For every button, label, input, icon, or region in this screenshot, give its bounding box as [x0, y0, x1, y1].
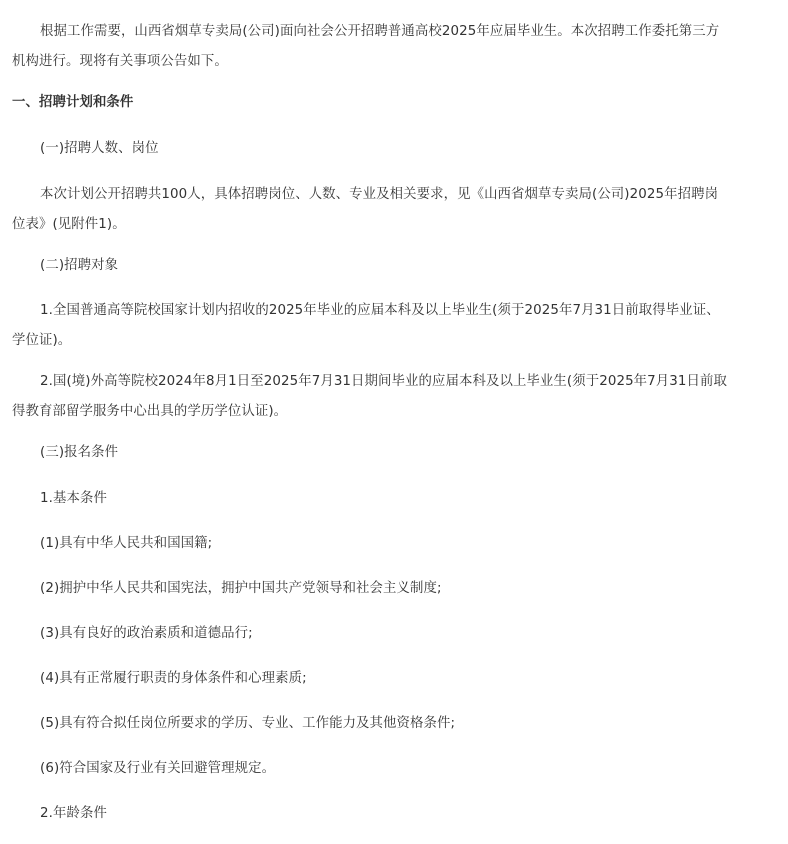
condition-item: (2)拥护中华人民共和国宪法，拥护中国共产党领导和社会主义制度;	[40, 581, 442, 596]
target-item-1	[0, 296, 720, 356]
section-title-recruitment-plan	[0, 88, 133, 118]
basic-title: 1.基本条件	[40, 491, 107, 506]
subsection-3-title: (三)报名条件	[40, 445, 119, 460]
condition-item: (3)具有良好的政治素质和道德品行;	[40, 626, 253, 641]
subsection-1-title: (一)招聘人数、岗位	[40, 141, 159, 156]
basic-condition-6	[0, 754, 275, 784]
target-item-2	[0, 367, 727, 427]
target-item-1-line-2: 学位证)。	[12, 333, 72, 348]
target-item-1-line-1: 1.全国普通高等院校国家计划内招收的2025年毕业的应届本科及以上毕业生(须于2025年7月31日前取得毕业证、	[40, 303, 720, 318]
basic-condition-1	[0, 529, 212, 559]
subsection-title-targets	[0, 251, 118, 281]
age-conditions-title	[0, 799, 107, 829]
target-item-2-line-1: 2.国(境)外高等院校2024年8月1日至2025年7月31日期间毕业的应届本科及以上毕业生(须于2025年7月31日前取	[40, 374, 727, 389]
section-1-title: 一、招聘计划和条件	[12, 95, 134, 110]
basic-condition-5	[0, 709, 455, 739]
condition-item: (5)具有符合拟任岗位所要求的学历、专业、工作能力及其他资格条件;	[40, 716, 456, 731]
positions-paragraph	[0, 180, 718, 240]
positions-line-1: 本次计划公开招聘共100人，具体招聘岗位、人数、专业及相关要求，见《山西省烟草专卖局(公司)2025年招聘岗	[40, 187, 719, 202]
subsection-2-title: (二)招聘对象	[40, 258, 119, 273]
basic-condition-4	[0, 664, 307, 694]
condition-item: (6)符合国家及行业有关回避管理规定。	[40, 761, 276, 776]
age-title: 2.年龄条件	[40, 806, 107, 821]
intro-line-2: 机构进行。现将有关事项公告如下。	[12, 54, 228, 69]
intro-paragraph	[0, 17, 719, 77]
subsection-title-conditions	[0, 438, 118, 468]
intro-line-1: 根据工作需要，山西省烟草专卖局(公司)面向社会公开招聘普通高校2025年应届毕业生。本次招聘工作委托第三方	[40, 24, 720, 39]
basic-conditions-title	[0, 484, 107, 514]
basic-condition-2	[0, 574, 442, 604]
target-item-2-line-2: 得教育部留学服务中心出具的学历学位认证)。	[12, 404, 288, 419]
positions-line-2: 位表》(见附件1)。	[12, 217, 126, 232]
condition-item: (4)具有正常履行职责的身体条件和心理素质;	[40, 671, 307, 686]
subsection-title-positions	[0, 134, 159, 164]
condition-item: (1)具有中华人民共和国国籍;	[40, 536, 213, 551]
basic-condition-3	[0, 619, 253, 649]
